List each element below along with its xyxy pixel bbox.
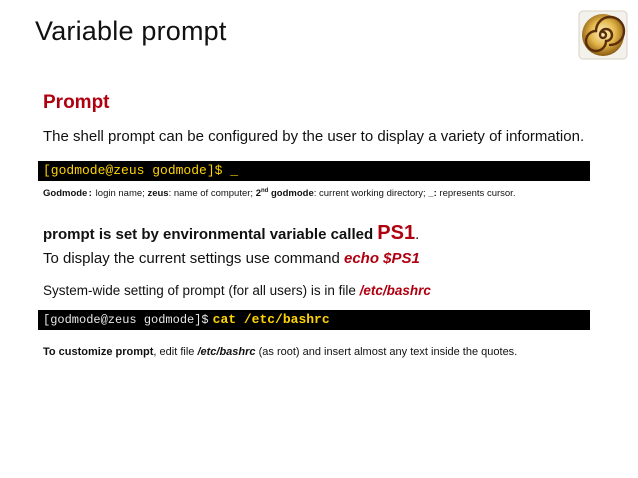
prompt-legend bbox=[43, 188, 515, 199]
ps1-dot: . bbox=[415, 226, 420, 243]
ps1-statement bbox=[43, 222, 419, 245]
customize-lead: To customize prompt bbox=[43, 346, 154, 358]
legend-cursor-term: _ bbox=[428, 188, 434, 200]
legend-second-sup: nd bbox=[261, 188, 269, 194]
legend-host-term: zeus bbox=[147, 188, 169, 200]
bashrc-path: /etc/bashrc bbox=[359, 283, 431, 298]
ps1-variable: PS1 bbox=[377, 222, 416, 244]
legend-second-num: 2 bbox=[255, 188, 261, 200]
echo-command: echo $PS1 bbox=[343, 250, 420, 267]
terminal-cat-command bbox=[38, 310, 590, 330]
system-lead: System-wide setting of prompt (for all users) is in file bbox=[43, 283, 360, 298]
legend-user-term: Godmode bbox=[43, 188, 88, 200]
legend-cursor-desc: represents cursor. bbox=[436, 188, 516, 200]
slide-title: Variable prompt bbox=[35, 16, 227, 46]
terminal-prompt-text: [godmode@zeus godmode]$ _ bbox=[43, 163, 239, 178]
system-wide-line bbox=[43, 283, 431, 298]
current-settings-line bbox=[43, 250, 420, 267]
legend-cursor-colon: : bbox=[433, 188, 437, 200]
shell-spiral-icon bbox=[578, 10, 628, 60]
current-lead: To display the current settings use command bbox=[43, 250, 344, 267]
customize-line bbox=[43, 346, 517, 358]
prompt-description: The shell prompt can be configured by the user to display a variety of information. bbox=[43, 128, 585, 145]
ps1-lead: prompt is set by environmental variable called bbox=[43, 226, 378, 243]
legend-user-desc: login name; bbox=[93, 188, 148, 200]
terminal2-command: cat /etc/bashrc bbox=[212, 312, 330, 327]
legend-host-desc: : name of computer; bbox=[168, 188, 256, 200]
customize-rest: (as root) and insert almost any text inside the quotes. bbox=[255, 346, 518, 358]
customize-mid: , edit file bbox=[153, 346, 198, 358]
legend-dir-term: godmode bbox=[268, 188, 314, 200]
terminal-example-prompt bbox=[38, 161, 590, 181]
legend-dir-desc: : current working directory; bbox=[313, 188, 429, 200]
customize-file: /etc/bashrc bbox=[197, 346, 256, 358]
legend-user-colon: : bbox=[87, 188, 94, 200]
section-heading: Prompt bbox=[43, 92, 110, 113]
terminal2-prompt: [godmode@zeus godmode]$ bbox=[43, 313, 209, 327]
